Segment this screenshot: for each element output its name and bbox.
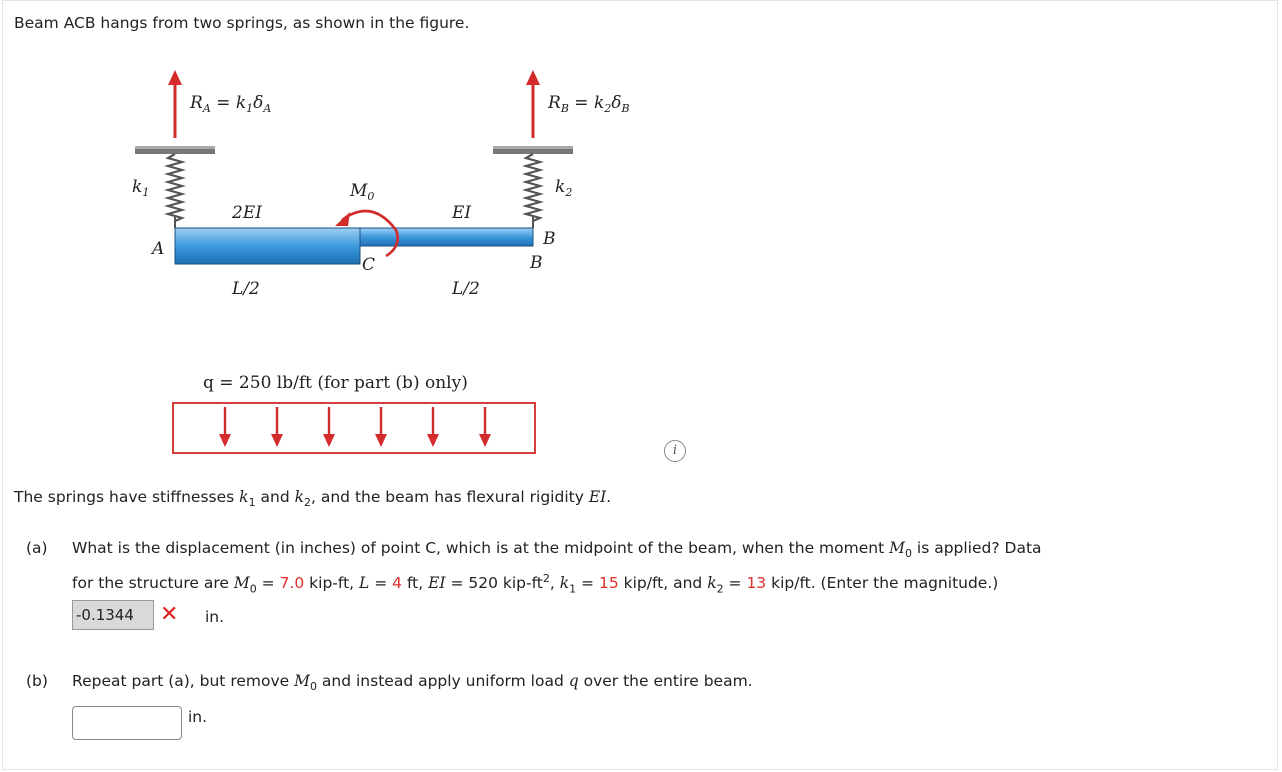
half-length-left-label: L/2 bbox=[232, 279, 260, 299]
info-icon[interactable]: i bbox=[664, 440, 686, 462]
load-label: q = 250 lb/ft (for part (b) only) bbox=[203, 373, 468, 393]
rb-label: $R_B = k_2\delta_B$ bbox=[548, 93, 630, 115]
beam bbox=[175, 228, 533, 264]
k2-value: 13 bbox=[746, 574, 767, 593]
ra-label: $R_A = k_1\delta_A$ bbox=[190, 93, 272, 115]
reaction-arrow-b bbox=[526, 70, 540, 138]
part-b-answer-input[interactable] bbox=[72, 706, 182, 740]
k1-value: 15 bbox=[598, 574, 619, 593]
m0-value: 7.0 bbox=[279, 574, 305, 593]
point-c-label: C bbox=[362, 255, 376, 275]
part-b-unit: in. bbox=[188, 708, 208, 726]
part-a-question-line1: What is the displacement (in inches) of point C, which is at the midpoint of the beam, when the moment $M_0$ is applied? Data bbox=[72, 539, 1042, 561]
half-length-right-label: L/2 bbox=[452, 279, 480, 299]
k1-label: $k_1$ bbox=[132, 177, 150, 199]
reaction-arrow-a bbox=[168, 70, 182, 138]
part-a-label: (a) bbox=[26, 539, 48, 557]
point-a-label: A bbox=[152, 239, 165, 259]
point-b-label-upper: B bbox=[543, 229, 556, 249]
distributed-load bbox=[173, 403, 535, 453]
part-a-answer-input[interactable]: -0.1344 bbox=[72, 600, 154, 630]
part-a-question-line2: for the structure are $M_0 = 7.0$ kip-ft, L = 4 ft, EI = 520 kip-$ft^2$, $k_1 = 15$ kip/ft, and $k_2 = 13$ kip/ft. (Enter the magnitude.) bbox=[72, 572, 999, 596]
stiffness-left-label: 2EI bbox=[232, 203, 262, 223]
incorrect-x-icon: ✕ bbox=[160, 602, 179, 627]
part-b-question: Repeat part (a), but remove $M_0$ and instead apply uniform load q over the entire beam. bbox=[72, 672, 753, 694]
k2-label: $k_2$ bbox=[555, 177, 573, 199]
beam-figure bbox=[110, 60, 630, 460]
moment-label: $M_0$ bbox=[350, 181, 375, 203]
part-a-unit: in. bbox=[205, 608, 225, 626]
l-value: 4 bbox=[392, 574, 403, 593]
part-b-label: (b) bbox=[26, 672, 48, 690]
intro-text: Beam ACB hangs from two springs, as shown in the figure. bbox=[14, 14, 470, 32]
stiffness-right-label: EI bbox=[452, 203, 472, 223]
springs-sentence: The springs have stiffnesses $k_1$ and $k_2$, and the beam has flexural rigidity EI. bbox=[14, 488, 612, 510]
point-b-label: B bbox=[530, 253, 543, 273]
